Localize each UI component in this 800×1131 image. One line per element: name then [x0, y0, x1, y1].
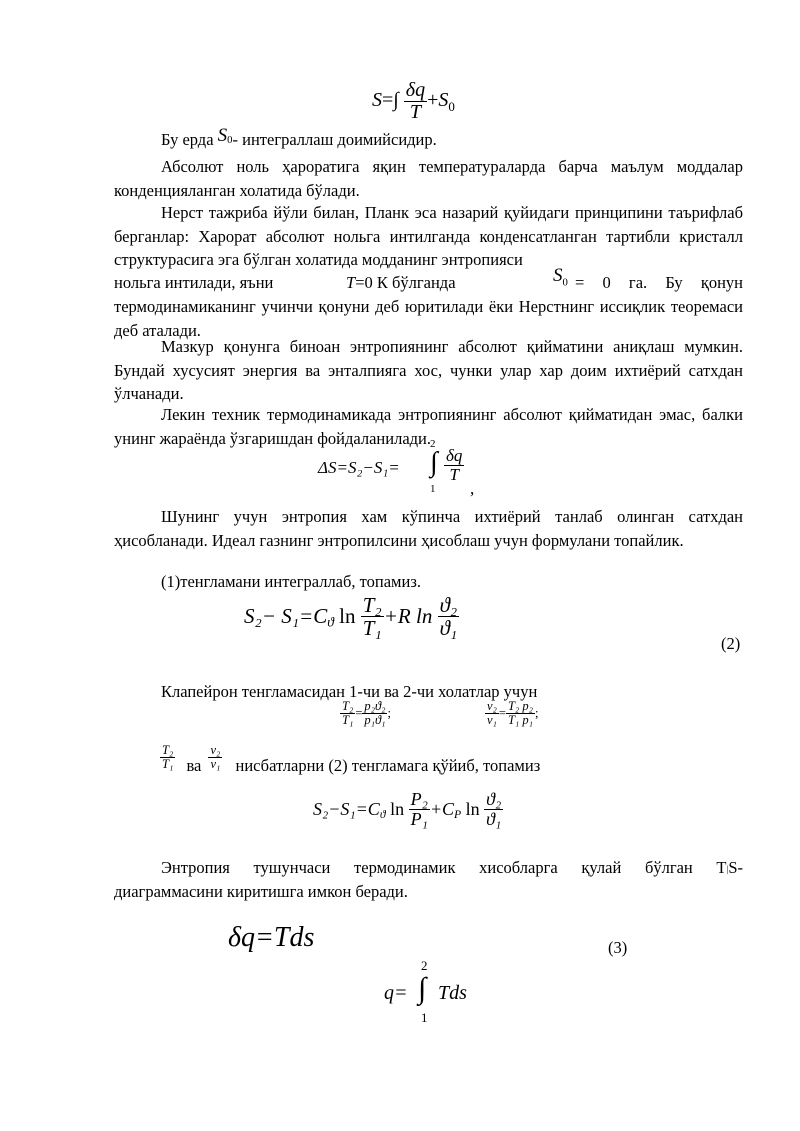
- fraction: [438, 594, 460, 639]
- equals-sign: =: [382, 89, 394, 112]
- paragraph-technical: Лекин техник термодинамикада энтропиянинг абсолют қийматидан эмас, балки унинг жараёнда ўзгаришдан фойдаланилади.: [114, 405, 743, 448]
- line-nernst-s0: [553, 264, 568, 295]
- small-equation-1: $\frac{\text{T₂}}{\text{T₁}}$ = $\frac{\text{p₂ϑ₂}}{\text{p₁ϑ₁}}$ ;: [342, 699, 391, 728]
- s0-subscript: 0: [448, 99, 455, 115]
- text: = 0 га. Бу қонун: [575, 273, 743, 292]
- formula-3: δq=Tds: [228, 922, 315, 953]
- paragraph-absolute-zero: Абсолют ноль ҳароратига яқин температураларда барча маълум моддалар конденцияланган холатида бўлади.: [114, 157, 743, 200]
- lower-limit: 1: [430, 483, 436, 495]
- s0-subscript: 0: [227, 134, 233, 147]
- numerator: T₂: [362, 593, 382, 617]
- lower-limit: 1: [421, 1010, 428, 1025]
- formula-lhs: S₂− S₁=C: [244, 604, 328, 629]
- formula-lhs: S: [372, 89, 382, 112]
- ln: ln: [390, 798, 405, 819]
- formula-2: [244, 594, 459, 639]
- equation-number-2: (2): [721, 634, 741, 653]
- paragraph-nernst-rest: термодинамиканинг учинчи қонуни деб юритилади ёки Нерстнинг иссиқлик теоремаси деб аталади.: [114, 297, 743, 340]
- fraction: [485, 700, 499, 727]
- formula-entropy: [372, 80, 455, 123]
- semicolon: ;: [387, 706, 391, 721]
- s0-symbol: S: [553, 265, 563, 286]
- s0-symbol: S: [217, 125, 228, 146]
- plus-r-ln: +R ln: [383, 604, 433, 629]
- fraction: [484, 790, 503, 829]
- paragraph-integrate: (1)тенгламани интеграллаб, топамиз.: [161, 572, 421, 591]
- line-nernst-T: [346, 271, 456, 295]
- numerator: δq: [405, 79, 426, 101]
- fraction: [444, 447, 464, 484]
- fraction: [160, 744, 175, 771]
- paragraph-absolute-value: Мазкур қонунга биноан энтропиянинг абсолют қийматини аниқлаш мумкин. Бундай хусусият энергия ва энталпияга хос, чунки улар хар доим ихтиёрий сатхдан ўлчанади.: [114, 337, 743, 403]
- ln: ln: [465, 798, 480, 819]
- text: Энтропия тушунчаси термодинамик хисобларга қулай бўлган T: [161, 858, 727, 877]
- numerator: T₂: [342, 699, 354, 713]
- paragraph-clapeyron: Клапейрон тенгламасидан 1-чи ва 2-чи холатлар учун: [161, 682, 538, 701]
- denominator: P₁: [410, 808, 428, 829]
- numerator: v₂: [487, 699, 497, 713]
- plus-sign: +: [427, 89, 439, 112]
- fraction: [506, 700, 535, 727]
- numerator: T₂: [162, 743, 174, 757]
- paragraph-ts-diagram-end: диаграммасини киритишга имкон беради.: [114, 882, 408, 901]
- ln: ln: [339, 604, 356, 629]
- numerator: ϑ₂: [486, 789, 502, 809]
- text: - интеграллаш доимийсидир.: [232, 130, 437, 149]
- denominator: ϑ₁: [439, 616, 458, 641]
- s0-subscript: 0: [562, 276, 568, 289]
- denominator: T₁: [342, 713, 354, 728]
- fraction: [362, 700, 387, 727]
- denominator: T: [449, 464, 459, 484]
- semicolon: ;: [535, 706, 539, 721]
- fraction: [208, 744, 222, 771]
- paragraph-ts-diagram: [114, 856, 743, 882]
- equation-number-3: (3): [608, 938, 628, 957]
- paragraph-ideal-gas: Шунинг учун энтропия хам кўпинча ихтиёрий танлаб олинган сатхдан ҳисобланади. Идеал газнинг энтропилсини ҳисоблаш учун формулани топайлик.: [114, 507, 743, 550]
- fraction: [409, 790, 430, 829]
- plus-c: +C: [429, 798, 455, 819]
- subscript: ϑ: [327, 614, 334, 630]
- integrand: Tds: [438, 982, 467, 1004]
- text: нольга интилади, яъни: [114, 273, 274, 292]
- separator: |: [726, 864, 729, 874]
- denominator: T: [409, 101, 421, 123]
- fraction: [340, 700, 355, 727]
- numerator: P₂: [410, 789, 428, 809]
- t-symbol: T: [346, 273, 356, 292]
- line-nernst-eq: [575, 271, 743, 295]
- denominator: v₁: [487, 713, 497, 728]
- numerator: v₂: [210, 743, 221, 757]
- numerator: ϑ₂: [439, 593, 458, 617]
- integral-sign: ∫: [393, 89, 399, 112]
- denominator: T₁: [162, 757, 174, 772]
- small-equation-2: $\frac{\text{v₂}}{\text{v₁}}$ = $\frac{\text{T₂ p₂}}{\text{T₁ p₁}}$ ;: [487, 699, 539, 728]
- formula-lhs: ΔS=S₂−S₁=: [318, 458, 400, 477]
- numerator: T₂ p₂: [507, 699, 533, 713]
- text: Бу ерда: [161, 130, 218, 149]
- subscript: ϑ: [379, 808, 386, 822]
- upper-limit: 2: [421, 958, 428, 973]
- upper-limit: 2: [430, 438, 436, 450]
- formula-lhs: S₂−S₁=C: [313, 798, 380, 819]
- comma: ,: [470, 479, 475, 498]
- formula-pressure: [313, 790, 503, 829]
- s0-symbol: S: [438, 89, 449, 112]
- denominator: T₁: [362, 616, 382, 641]
- denominator: ϑ₁: [486, 808, 502, 829]
- formula-lhs: q=: [384, 982, 408, 1004]
- denominator: v₁: [210, 757, 221, 772]
- text: =0 К бўлганда: [355, 273, 456, 292]
- fraction: [361, 594, 384, 639]
- fraction: [404, 80, 427, 123]
- text: S-: [728, 858, 743, 877]
- denominator: p₁ϑ₁: [364, 713, 386, 728]
- text: нисбатларни (2) тенгламага қўйиб, топамиз: [235, 755, 541, 775]
- text: ва: [186, 755, 202, 775]
- ratio-line: [160, 744, 540, 776]
- denominator: T₁ p₁: [507, 713, 533, 728]
- paragraph-nernst: Нерст тажриба йўли билан, Планк эса назарий қуйидаги принципини таърифлаб берганлар: Харорат абсолют нольга интилганда конденсатланган тартибли кристалл структурасига эга бўлган холатида модданинг энтропияси: [114, 203, 743, 269]
- numerator: δq: [446, 446, 463, 465]
- line-nernst-condition: [114, 271, 273, 295]
- subscript: P: [454, 808, 462, 822]
- numerator: p₂ϑ₂: [364, 699, 386, 713]
